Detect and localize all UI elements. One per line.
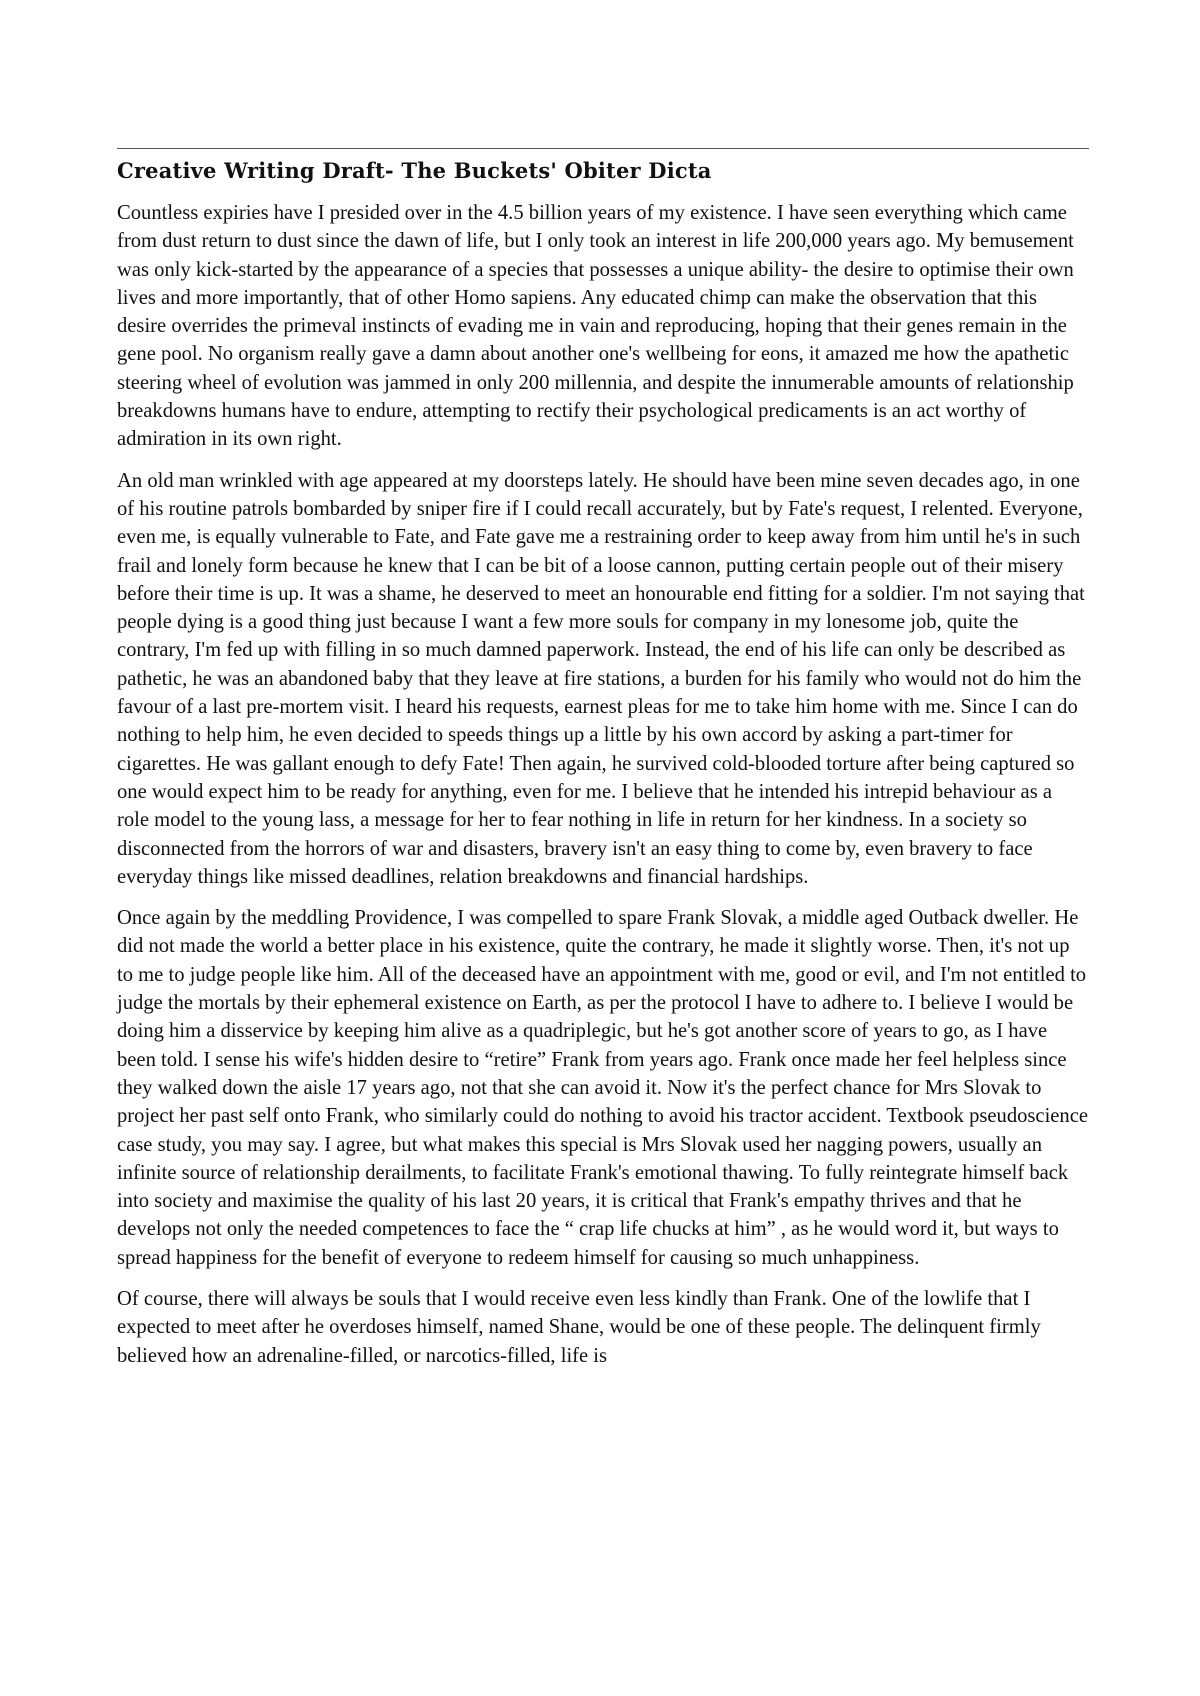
header-rule: [117, 148, 1089, 149]
paragraph-3: Once again by the meddling Providence, I was compelled to spare Frank Slovak, a middle aged Outback dweller. He did not made the world a better place in his existence, quite the contrary, he made it slightly worse. Then, it's not up to me to judge people like him. All of the deceased have an appointment with me, good or evil, and I'm not entitled to judge the mortals by their ephemeral existence on Earth, as per the protocol I have to adhere to. I believe I would be doing him a disservice by keeping him alive as a quadriplegic, but he's got another score of years to go, as I have been told. I sense his wife's hidden desire to “retire” Frank from years ago. Frank once made her feel helpless since they walked down the aisle 17 years ago, not that she can avoid it. Now it's the perfect chance for Mrs Slovak to project her past self onto Frank, who similarly could do nothing to avoid his tractor accident. Textbook pseudoscience case study, you may say. I agree, but what makes this special is Mrs Slovak used her nagging powers, usually an infinite source of relationship derailments, to facilitate Frank's emotional thawing. To fully reintegrate himself back into society and maximise the quality of his last 20 years, it is critical that Frank's empathy thrives and that he develops not only the needed competences to face the “ crap life chucks at him” , as he would word it, but ways to spread happiness for the benefit of everyone to redeem himself for causing so much unhappiness.: [117, 907, 1089, 1269]
document-page: [117, 148, 1089, 1383]
document-title: Creative Writing Draft- The Buckets' Obiter Dicta: [117, 158, 712, 183]
paragraph-4: Of course, there will always be souls that I would receive even less kindly than Frank. One of the lowlife that I expected to meet after he overdoses himself, named Shane, would be one of these people. The delinquent firmly believed how an adrenaline-filled, or narcotics-filled, life is: [117, 1287, 1041, 1367]
paragraph-2: An old man wrinkled with age appeared at my doorsteps lately. He should have been mine seven decades ago, in one of his routine patrols bombarded by sniper fire if I could recall accurately, but by Fate's request, I relented. Everyone, even me, is equally vulnerable to Fate, and Fate gave me a restraining order to keep away from him until he's in such frail and lonely form because he knew that I can be bit of a loose cannon, putting certain people out of their misery before their time is up. It was a shame, he deserved to meet an honourable end fitting for a soldier. I'm not saying that people dying is a good thing just because I want a few more souls for company in my lonesome job, quite the contrary, I'm fed up with filling in so much damned paperwork. Instead, the end of his life can only be described as pathetic, he was an abandoned baby that they leave at fire stations, a burden for his family who would not do him the favour of a last pre-mortem visit. I heard his requests, earnest pleas for me to take him home with me. Since I can do nothing to help him, he even decided to speeds things up a little by his own accord by asking a part-timer for cigarettes. He was gallant enough to defy Fate! Then again, he survived cold-blooded torture after being captured so one would expect him to be ready for anything, even for me. I believe that he intended his intrepid behaviour as a role model to the young lass, a message for her to fear nothing in life in return for her kindness. In a society so disconnected from the horrors of war and disasters, bravery isn't an easy thing to come by, even bravery to face everyday things like missed deadlines, relation breakdowns and financial hardships.: [117, 469, 1085, 888]
paragraph-1: Countless expiries have I presided over in the 4.5 billion years of my existence. I have seen everything which came from dust return to dust since the dawn of life, but I only took an interest in life 200,000 years ago. My bemusement was only kick-started by the appearance of a species that possesses a unique ability- the desire to optimise their own lives and more importantly, that of other Homo sapiens. Any educated chimp can make the observation that this desire overrides the primeval instincts of evading me in vain and reproducing, hoping that their genes remain in the gene pool. No organism really gave a damn about another one's wellbeing for eons, it amazed me how the apathetic steering wheel of evolution was jammed in only 200 millennia, and despite the innumerable amounts of relationship breakdowns humans have to endure, attempting to rectify their psychological predicaments is an act worthy of admiration in its own right.: [117, 202, 1074, 451]
